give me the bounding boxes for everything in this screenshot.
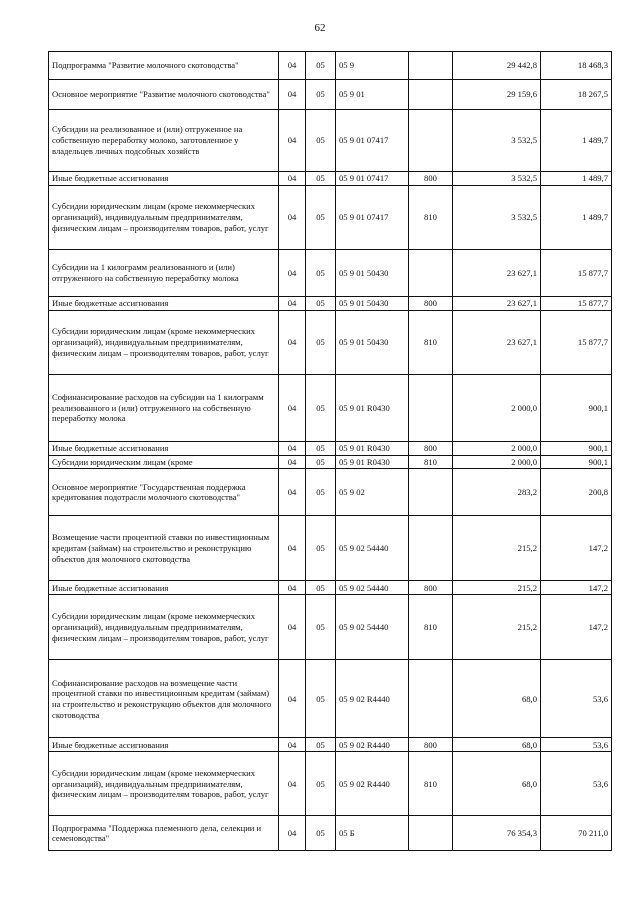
amount-executed: 15 877,7 — [541, 311, 612, 375]
row-name: Субсидии на 1 килограмм реализованного и (или) отгруженного на собственную переработку молока — [49, 250, 279, 297]
amount-executed: 53,6 — [541, 660, 612, 738]
section-code: 04 — [279, 52, 306, 80]
amount-planned: 23 627,1 — [453, 250, 541, 297]
section-code: 04 — [279, 80, 306, 110]
target-article-code: 05 9 01 50430 — [336, 250, 409, 297]
amount-executed: 53,6 — [541, 738, 612, 752]
amount-planned: 68,0 — [453, 752, 541, 816]
subsection-code: 05 — [306, 80, 336, 110]
target-article-code: 05 9 — [336, 52, 409, 80]
table-row — [49, 110, 612, 172]
amount-executed: 1 489,7 — [541, 110, 612, 172]
amount-planned: 3 532,5 — [453, 110, 541, 172]
table-row — [49, 738, 612, 752]
section-code: 04 — [279, 660, 306, 738]
budget-table — [48, 51, 612, 851]
section-code: 04 — [279, 516, 306, 581]
table-row — [49, 469, 612, 516]
expense-type-code: 810 — [409, 752, 453, 816]
amount-executed: 147,2 — [541, 516, 612, 581]
section-code: 04 — [279, 186, 306, 250]
table-row — [49, 311, 612, 375]
target-article-code: 05 9 01 50430 — [336, 297, 409, 311]
row-name: Основное мероприятие "Развитие молочного скотоводства" — [49, 80, 279, 110]
section-code: 04 — [279, 752, 306, 816]
section-code: 04 — [279, 250, 306, 297]
amount-executed: 900,1 — [541, 455, 612, 469]
amount-executed: 70 211,0 — [541, 816, 612, 851]
row-name: Субсидии юридическим лицам (кроме — [49, 455, 279, 469]
section-code: 04 — [279, 110, 306, 172]
subsection-code: 05 — [306, 816, 336, 851]
expense-type-code — [409, 110, 453, 172]
expense-type-code: 800 — [409, 442, 453, 456]
subsection-code: 05 — [306, 455, 336, 469]
table-row — [49, 186, 612, 250]
target-article-code: 05 9 01 R0430 — [336, 442, 409, 456]
table-row — [49, 250, 612, 297]
target-article-code: 05 9 02 — [336, 469, 409, 516]
amount-planned: 29 159,6 — [453, 80, 541, 110]
subsection-code: 05 — [306, 110, 336, 172]
expense-type-code — [409, 516, 453, 581]
section-code: 04 — [279, 172, 306, 186]
row-name: Возмещение части процентной ставки по инвестиционным кредитам (займам) на строительство и реконструкцию объектов для молочного скотоводства — [49, 516, 279, 581]
row-name: Субсидии юридическим лицам (кроме некоммерческих организаций), индивидуальным предпринимателям, физическим лицам – производителям товаров, работ, услуг — [49, 311, 279, 375]
section-code: 04 — [279, 297, 306, 311]
table-row — [49, 581, 612, 595]
subsection-code: 05 — [306, 516, 336, 581]
subsection-code: 05 — [306, 172, 336, 186]
row-name: Субсидии юридическим лицам (кроме некоммерческих организаций), индивидуальным предпринимателям, физическим лицам – производителям товаров, работ, услуг — [49, 186, 279, 250]
amount-executed: 1 489,7 — [541, 186, 612, 250]
subsection-code: 05 — [306, 738, 336, 752]
row-name: Основное мероприятие "Государственная поддержка кредитования подотрасли молочного скотоводства" — [49, 469, 279, 516]
target-article-code: 05 9 02 R4440 — [336, 660, 409, 738]
row-name: Софинансирование расходов на возмещение части процентной ставки по инвестиционным кредитам (займам) на строительство и реконструкцию объектов для молочного скотоводства — [49, 660, 279, 738]
expense-type-code — [409, 469, 453, 516]
expense-type-code: 800 — [409, 297, 453, 311]
expense-type-code: 810 — [409, 595, 453, 660]
amount-executed: 53,6 — [541, 752, 612, 816]
expense-type-code: 800 — [409, 172, 453, 186]
section-code: 04 — [279, 469, 306, 516]
amount-executed: 18 267,5 — [541, 80, 612, 110]
expense-type-code — [409, 375, 453, 442]
section-code: 04 — [279, 442, 306, 456]
amount-executed: 147,2 — [541, 581, 612, 595]
row-name: Софинансирование расходов на субсидии на 1 килограмм реализованного и (или) отгруженного на собственную переработку молока — [49, 375, 279, 442]
table-row — [49, 752, 612, 816]
section-code: 04 — [279, 581, 306, 595]
amount-planned: 2 000,0 — [453, 455, 541, 469]
target-article-code: 05 9 01 — [336, 80, 409, 110]
table-row — [49, 595, 612, 660]
amount-planned: 215,2 — [453, 595, 541, 660]
target-article-code: 05 9 01 R0430 — [336, 455, 409, 469]
subsection-code: 05 — [306, 660, 336, 738]
target-article-code: 05 9 01 07417 — [336, 186, 409, 250]
row-name: Субсидии юридическим лицам (кроме некоммерческих организаций), индивидуальным предпринимателям, физическим лицам – производителям товаров, работ, услуг — [49, 595, 279, 660]
row-name: Иные бюджетные ассигнования — [49, 442, 279, 456]
table-row — [49, 80, 612, 110]
row-name: Субсидии на реализованное и (или) отгруженное на собственную переработку молоко, заготовленное у владельцев личных подсобных хозяйств — [49, 110, 279, 172]
subsection-code: 05 — [306, 469, 336, 516]
amount-planned: 3 532,5 — [453, 186, 541, 250]
amount-planned: 283,2 — [453, 469, 541, 516]
target-article-code: 05 9 01 07417 — [336, 172, 409, 186]
target-article-code: 05 9 02 54440 — [336, 595, 409, 660]
subsection-code: 05 — [306, 186, 336, 250]
amount-planned: 23 627,1 — [453, 311, 541, 375]
row-name: Иные бюджетные ассигнования — [49, 297, 279, 311]
amount-executed: 900,1 — [541, 375, 612, 442]
row-name: Подпрограмма "Поддержка племенного дела, селекции и семеноводства" — [49, 816, 279, 851]
section-code: 04 — [279, 455, 306, 469]
target-article-code: 05 9 01 R0430 — [336, 375, 409, 442]
target-article-code: 05 9 01 50430 — [336, 311, 409, 375]
expense-type-code — [409, 52, 453, 80]
subsection-code: 05 — [306, 311, 336, 375]
amount-executed: 147,2 — [541, 595, 612, 660]
amount-planned: 2 000,0 — [453, 442, 541, 456]
table-row — [49, 52, 612, 80]
section-code: 04 — [279, 816, 306, 851]
amount-executed: 15 877,7 — [541, 250, 612, 297]
target-article-code: 05 9 01 07417 — [336, 110, 409, 172]
expense-type-code — [409, 816, 453, 851]
table-row — [49, 516, 612, 581]
amount-planned: 215,2 — [453, 516, 541, 581]
row-name: Иные бюджетные ассигнования — [49, 581, 279, 595]
target-article-code: 05 9 02 54440 — [336, 581, 409, 595]
amount-executed: 18 468,3 — [541, 52, 612, 80]
subsection-code: 05 — [306, 442, 336, 456]
expense-type-code: 810 — [409, 455, 453, 469]
amount-planned: 68,0 — [453, 660, 541, 738]
subsection-code: 05 — [306, 297, 336, 311]
amount-executed: 900,1 — [541, 442, 612, 456]
target-article-code: 05 9 02 R4440 — [336, 752, 409, 816]
section-code: 04 — [279, 738, 306, 752]
amount-executed: 15 877,7 — [541, 297, 612, 311]
subsection-code: 05 — [306, 581, 336, 595]
amount-planned: 3 532,5 — [453, 172, 541, 186]
amount-planned: 68,0 — [453, 738, 541, 752]
subsection-code: 05 — [306, 595, 336, 660]
amount-planned: 23 627,1 — [453, 297, 541, 311]
section-code: 04 — [279, 375, 306, 442]
page-number: 62 — [314, 22, 326, 34]
amount-planned: 215,2 — [453, 581, 541, 595]
table-row — [49, 442, 612, 456]
target-article-code: 05 9 02 54440 — [336, 516, 409, 581]
expense-type-code: 810 — [409, 311, 453, 375]
amount-planned: 76 354,3 — [453, 816, 541, 851]
table-row — [49, 455, 612, 469]
section-code: 04 — [279, 595, 306, 660]
expense-type-code: 800 — [409, 738, 453, 752]
target-article-code: 05 Б — [336, 816, 409, 851]
subsection-code: 05 — [306, 250, 336, 297]
subsection-code: 05 — [306, 752, 336, 816]
table-row — [49, 172, 612, 186]
row-name: Субсидии юридическим лицам (кроме некоммерческих организаций), индивидуальным предпринимателям, физическим лицам – производителям товаров, работ, услуг — [49, 752, 279, 816]
expense-type-code — [409, 250, 453, 297]
amount-planned: 2 000,0 — [453, 375, 541, 442]
row-name: Подпрограмма "Развитие молочного скотоводства" — [49, 52, 279, 80]
amount-planned: 29 442,8 — [453, 52, 541, 80]
table-row — [49, 297, 612, 311]
expense-type-code: 810 — [409, 186, 453, 250]
amount-executed: 1 489,7 — [541, 172, 612, 186]
expense-type-code: 800 — [409, 581, 453, 595]
table-row — [49, 816, 612, 851]
target-article-code: 05 9 02 R4440 — [336, 738, 409, 752]
row-name: Иные бюджетные ассигнования — [49, 172, 279, 186]
table-row — [49, 660, 612, 738]
amount-executed: 200,8 — [541, 469, 612, 516]
table-row — [49, 375, 612, 442]
expense-type-code — [409, 660, 453, 738]
expense-type-code — [409, 80, 453, 110]
section-code: 04 — [279, 311, 306, 375]
subsection-code: 05 — [306, 52, 336, 80]
subsection-code: 05 — [306, 375, 336, 442]
row-name: Иные бюджетные ассигнования — [49, 738, 279, 752]
